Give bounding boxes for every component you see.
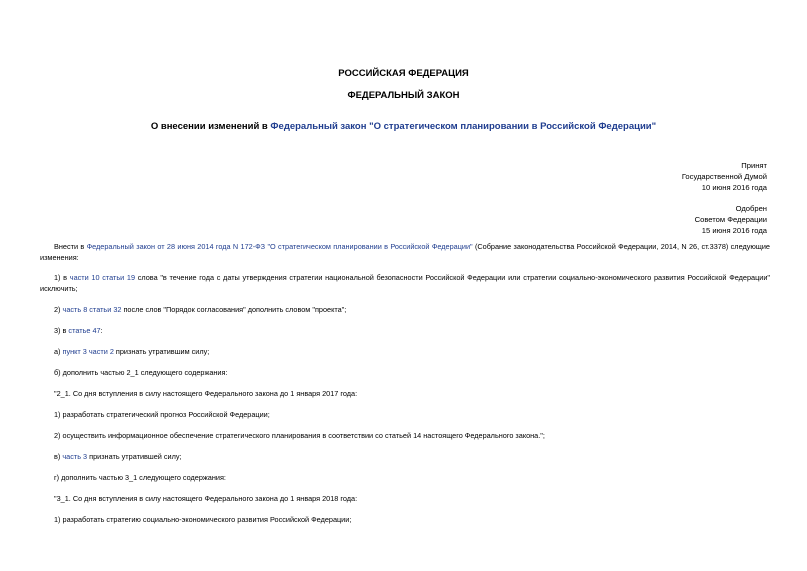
intro-prefix: Внести в: [54, 242, 87, 251]
accepted-date: 10 июня 2016 года: [701, 183, 767, 192]
item-3-suffix: :: [100, 326, 103, 335]
item-1-link[interactable]: части 10 статьи 19: [69, 273, 136, 282]
item-3-paragraph: [40, 325, 784, 336]
country-heading: РОССИЙСКАЯ ФЕДЕРАЦИЯ: [338, 68, 469, 79]
item-2-suffix: после слов "Порядок согласования" дополнить словом "проекта";: [121, 305, 347, 314]
item-3v-paragraph: [40, 451, 784, 462]
quote-2-1-item-1: 1) разработать стратегический прогноз Российской Федерации;: [54, 410, 270, 419]
item-3v-link[interactable]: часть 3: [62, 452, 88, 461]
adoption-council: [695, 203, 767, 236]
accepted-by: Государственной Думой: [681, 172, 767, 181]
approved-label: Одобрен: [735, 204, 767, 213]
intro-paragraph: [40, 241, 770, 263]
item-1-line-1: [40, 272, 770, 283]
law-title-link[interactable]: Федеральный закон "О стратегическом планировании в Российской Федерации": [270, 121, 657, 132]
item-1-suffix: слова "в течение года с даты утверждения стратегии национальной безопасности Российской Федерации или стратегии социально-экономического развития Российской Федерации": [135, 273, 770, 282]
law-172-link[interactable]: Федеральный закон от 28 июня 2014 года N 172-ФЗ "О стратегическом планировании в Российской Федерации": [86, 242, 473, 251]
item-3a-paragraph: [40, 346, 784, 357]
intro-line-2: изменения:: [40, 253, 79, 262]
item-2-link[interactable]: часть 8 статьи 32: [62, 305, 122, 314]
approved-by: Советом Федерации: [694, 215, 767, 224]
item-3a-prefix: а): [54, 347, 63, 356]
item-3-link[interactable]: статье 47: [68, 326, 101, 335]
quote-2-1-paragraph: "2_1. Со дня вступления в силу настоящего Федерального закона до 1 января 2017 года:: [54, 389, 358, 398]
item-3-prefix: 3) в: [54, 326, 69, 335]
intro-line-1: [40, 241, 770, 252]
accepted-label: Принят: [741, 161, 767, 170]
item-3v-prefix: в): [54, 452, 63, 461]
doc-type-heading: ФЕДЕРАЛЬНЫЙ ЗАКОН: [347, 90, 460, 101]
quote-3-1-item-1: 1) разработать стратегию социально-экономического развития Российской Федерации;: [54, 515, 352, 524]
item-3v-suffix: признать утратившей силу;: [87, 452, 182, 461]
item-3b-paragraph: б) дополнить частью 2_1 следующего содержания:: [54, 368, 228, 377]
adoption-duma: [682, 160, 767, 193]
item-1-prefix: 1) в: [54, 273, 70, 282]
item-2-paragraph: [40, 304, 784, 315]
quote-3-1-paragraph: "3_1. Со дня вступления в силу настоящего Федерального закона до 1 января 2018 года:: [54, 494, 358, 503]
intro-suffix: (Собрание законодательства Российской Федерации, 2014, N 26, ст.3378) следующие: [472, 242, 770, 251]
item-2-prefix: 2): [54, 305, 63, 314]
item-1-line-2: исключить;: [40, 284, 78, 293]
item-3g-paragraph: г) дополнить частью 3_1 следующего содержания:: [54, 473, 226, 482]
item-1-paragraph: [40, 272, 770, 294]
item-3a-link[interactable]: пункт 3 части 2: [62, 347, 114, 356]
law-title: [0, 121, 807, 132]
quote-2-1-item-2: 2) осуществить информационное обеспечение стратегического планирования в соответствии со статьей 14 настоящего Федерального закона.";: [54, 431, 545, 440]
item-3a-suffix: признать утратившим силу;: [113, 347, 210, 356]
title-prefix: О внесении изменений в: [150, 121, 271, 132]
approved-date: 15 июня 2016 года: [701, 226, 767, 235]
